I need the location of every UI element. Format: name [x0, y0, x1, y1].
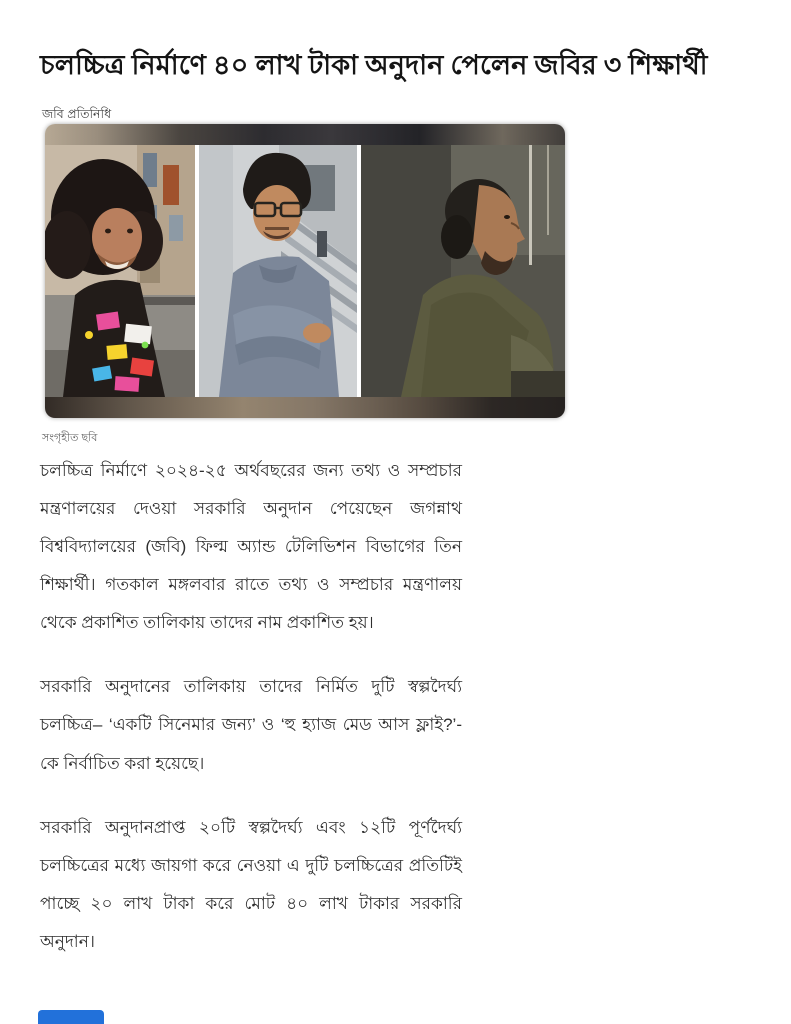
- paragraph-3: সরকারি অনুদানপ্রাপ্ত ২০টি স্বল্পদৈর্ঘ্য এবং ১২টি পূর্ণদৈর্ঘ্য চলচ্চিত্রের মধ্যে জায়গা করে নেওয়া এ দুটি চলচ্চিত্রের প্রতিটিই পাচ্ছে ২০ লাখ টাকা করে মোট ৪০ লাখ টাকার সরকারি অনুদান।: [40, 817, 462, 951]
- photo-letterbox-bottom: [45, 397, 565, 418]
- article-body: [40, 452, 462, 987]
- page-title: চলচ্চিত্র নির্মাণে ৪০ লাখ টাকা অনুদান পেলেন জবির ৩ শিক্ষার্থী: [40, 50, 708, 80]
- photo-letterbox-top: [45, 124, 565, 145]
- paragraph-1: চলচ্চিত্র নির্মাণে ২০২৪-২৫ অর্থবছরের জন্য তথ্য ও সম্প্রচার মন্ত্রণালয়ের দেওয়া সরকারি অনুদান পেয়েছেন জগন্নাথ বিশ্ববিদ্যালয়ের (জবি) ফিল্ম অ্যান্ড টেলিভিশন বিভাগের তিন শিক্ষার্থী। গতকাল মঙ্গলবার রাতে তথ্য ও সম্প্রচার মন্ত্রণালয় থেকে প্রকাশিত তালিকায় তাদের নাম প্রকাশিত হয়।: [40, 461, 462, 633]
- portrait-photo-middle: [199, 145, 357, 397]
- paragraph-2: সরকারি অনুদানের তালিকায় তাদের নির্মিত দুটি স্বল্পদৈর্ঘ্য চলচ্চিত্র– ‘একটি সিনেমার জন্য’ ও ‘হু হ্যাজ মেড আস ফ্লাই?’-কে নির্বাচিত করা হয়েছে।: [40, 677, 462, 773]
- photo-row: [45, 145, 565, 397]
- portrait-photo-left: [45, 145, 195, 397]
- byline: জবি প্রতিনিধি: [42, 107, 112, 121]
- share-button[interactable]: [38, 1010, 104, 1024]
- article-photo-collage: [45, 124, 565, 418]
- photo-caption: সংগৃহীত ছবি: [42, 432, 98, 444]
- portrait-photo-right: [361, 145, 565, 397]
